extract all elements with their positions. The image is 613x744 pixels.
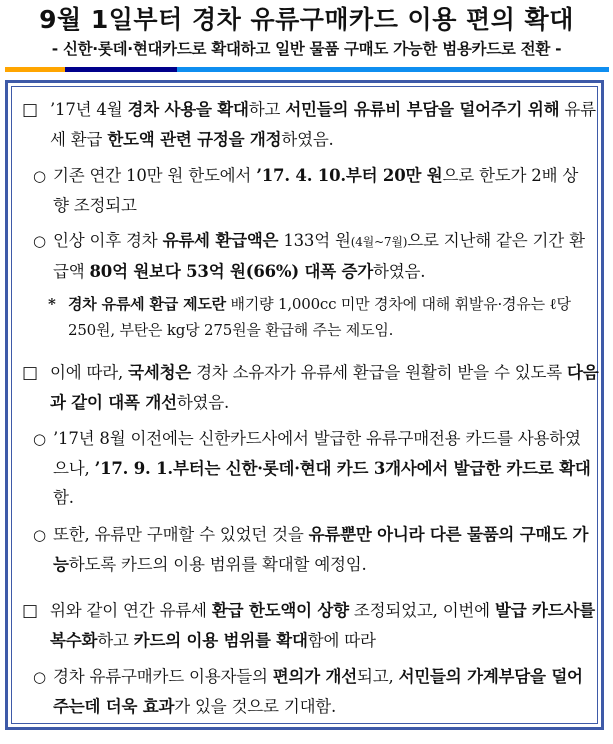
section-3-lead bbox=[22, 596, 605, 655]
body-text: 하였음. bbox=[373, 262, 426, 281]
body-text: 가 있을 것으로 기대함. bbox=[174, 697, 337, 716]
page-title: 9월 1일부터 경차 유류구매카드 이용 편의 확대 bbox=[39, 5, 574, 34]
square-bullet-icon: □ bbox=[22, 100, 38, 120]
emphasis-text: 80억 원보다 53억 원(66%) 대폭 증가 bbox=[89, 262, 374, 281]
emphasis-text: 카드의 이용 범위를 확대 bbox=[133, 631, 308, 650]
page-subtitle: - 신한·롯데·현대카드로 확대하고 일반 물품 구매도 가능한 범용카드로 전환 - bbox=[51, 40, 562, 58]
body-text: 경차 소유자가 유류세 환급을 원활히 받을 수 있도록 bbox=[191, 363, 567, 382]
section-1-bullet-1 bbox=[33, 161, 593, 220]
body-text: 위와 같이 연간 유류세 bbox=[50, 601, 212, 620]
circle-bullet-icon: ○ bbox=[33, 526, 46, 544]
circle-bullet-icon: ○ bbox=[33, 232, 46, 250]
body-text: 경차 유류구매카드 이용자들의 bbox=[53, 667, 273, 686]
color-bar-blue bbox=[177, 67, 609, 72]
emphasis-text: ’17. 9. 1.부터는 신한·롯데·현대 카드 3개사에서 발급한 카드로 확대 bbox=[94, 459, 591, 478]
body-text: 으로 지난해 같은 기간 환급액 bbox=[53, 231, 585, 281]
emphasis-text: 편의가 개선 bbox=[272, 667, 357, 686]
body-text: 되고, bbox=[357, 667, 399, 686]
emphasis-text: 발급 카드사를 복수화 bbox=[50, 601, 595, 650]
circle-bullet-icon: ○ bbox=[33, 430, 46, 448]
emphasis-text: 서민들의 가계부담을 덜어주는데 더욱 효과 bbox=[53, 667, 583, 716]
body-text: 하였음. bbox=[281, 130, 334, 149]
body-text: 배기량 1,000cc 미만 경차에 대해 휘발유·경유는 ℓ당 250원, 부탄은 kg당 275원을 환급해 주는 제도임. bbox=[68, 295, 571, 339]
square-bullet-icon: □ bbox=[22, 363, 38, 383]
emphasis-text: 유류세 환급액은 bbox=[162, 231, 279, 250]
body-text: 인상 이후 경차 bbox=[53, 231, 163, 250]
section-1-note bbox=[48, 291, 593, 343]
body-text: ’17년 4월 bbox=[50, 100, 128, 119]
body-text: 하고 bbox=[248, 100, 286, 119]
emphasis-text: 다음과 같이 대폭 개선 bbox=[50, 363, 599, 412]
emphasis-text: 경차 사용을 확대 bbox=[127, 100, 249, 119]
square-bullet-icon: □ bbox=[22, 601, 38, 621]
body-text: 기존 연간 10만 원 한도에서 bbox=[53, 166, 257, 185]
body-text: 133억 원 bbox=[278, 231, 351, 250]
body-text: 조정되었고, 이번에 bbox=[348, 601, 495, 620]
color-bar-orange bbox=[5, 67, 65, 72]
section-1-bullet-2 bbox=[33, 226, 593, 286]
asterisk-icon: * bbox=[48, 295, 56, 313]
color-bar-navy bbox=[65, 67, 177, 72]
section-1-lead bbox=[22, 95, 605, 154]
emphasis-text: 한도액 관련 규정을 개정 bbox=[107, 130, 282, 149]
body-text: 함. bbox=[53, 488, 74, 507]
section-2-bullet-2 bbox=[33, 520, 593, 579]
section-2-lead bbox=[22, 358, 605, 417]
circle-bullet-icon: ○ bbox=[33, 167, 46, 185]
body-text: 또한, 유류만 구매할 수 있었던 것을 bbox=[53, 525, 309, 544]
emphasis-text: ’17. 4. 10.부터 20만 원 bbox=[256, 166, 443, 185]
body-text: 하였음. bbox=[176, 393, 230, 412]
body-text: ’17년 8월 이전에는 신한카드사에서 발급한 유류구매전용 카드를 사용하였으나, bbox=[53, 429, 581, 478]
emphasis-text: 유류뿐만 아니라 다른 물품의 구매도 가능 bbox=[53, 525, 589, 574]
body-text: 으로 한도가 2배 상향 조정되고 bbox=[53, 166, 579, 215]
body-text: 하도록 카드의 이용 범위를 확대할 예정임. bbox=[68, 555, 367, 574]
emphasis-text: 서민들의 유류비 부담을 덜어주기 위해 bbox=[285, 100, 560, 119]
body-text: 유류세 환급 bbox=[50, 100, 596, 149]
body-text: (4월~7월) bbox=[350, 235, 408, 249]
body-text: 하고 bbox=[97, 631, 134, 650]
emphasis-text: 경차 유류세 환급 제도란 bbox=[68, 295, 226, 313]
body-text: 함에 따라 bbox=[307, 631, 376, 650]
emphasis-text: 환급 한도액이 상향 bbox=[211, 601, 349, 620]
section-3-bullet-1 bbox=[33, 662, 593, 721]
emphasis-text: 국세청은 bbox=[128, 363, 192, 382]
circle-bullet-icon: ○ bbox=[33, 668, 46, 686]
body-text: 이에 따라, bbox=[50, 363, 129, 382]
section-2-bullet-1 bbox=[33, 424, 593, 512]
